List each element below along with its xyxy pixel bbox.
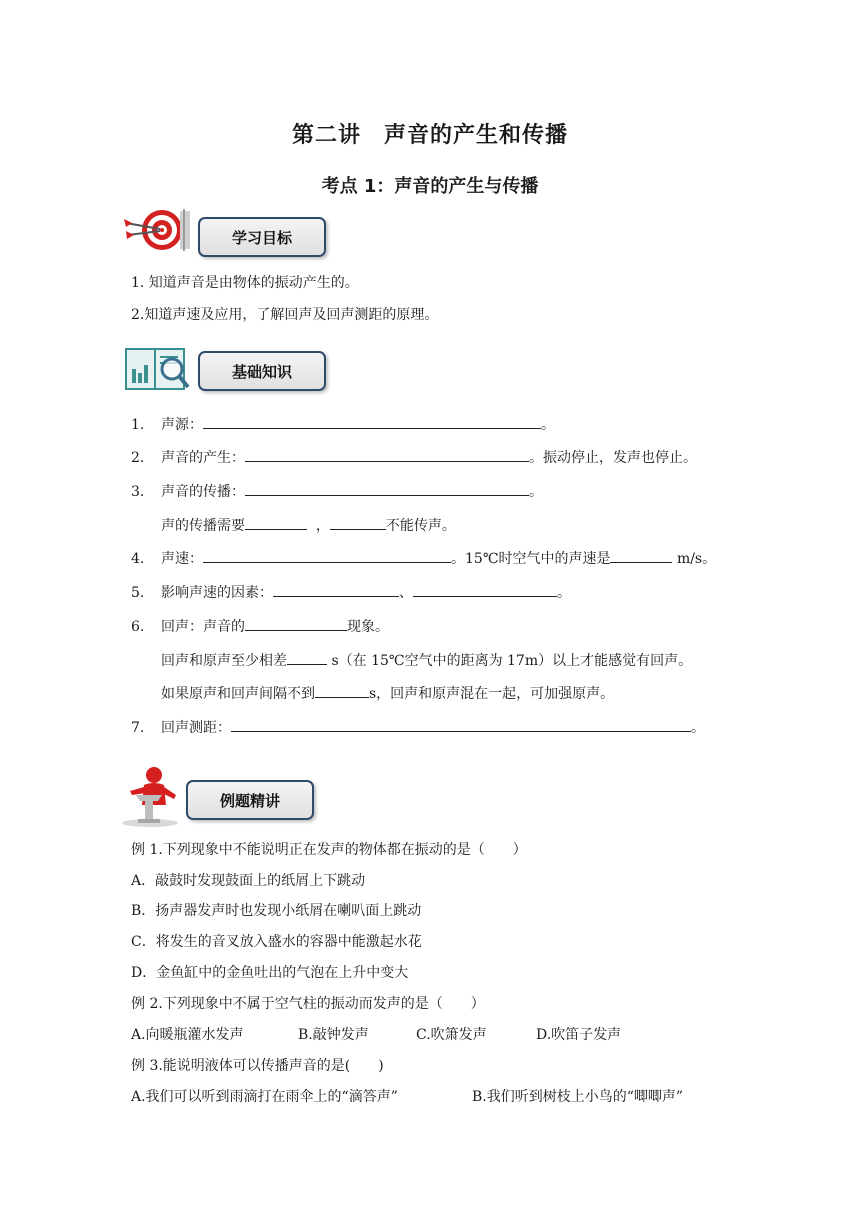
example-1-option-b: B．扬声器发声时也发现小纸屑在喇叭面上跳动	[131, 903, 422, 919]
example-1-option-c: C．将发生的音叉放入盛水的容器中能激起水花	[131, 934, 422, 950]
book-magnifier-icon	[124, 343, 192, 393]
example-2-question: 例 2.下列现象中不属于空气柱的振动而发声的是（ ）	[131, 996, 485, 1012]
example-1-option-d: D．金鱼缸中的金鱼吐出的气泡在上升中变大	[131, 965, 409, 981]
example-2-option-d: D.吹笛子发声	[536, 1027, 622, 1043]
example-3-option-a: A.我们可以听到雨滴打在雨伞上的“滴答声”	[131, 1089, 398, 1105]
page-subtitle: 考点 1：声音的产生与传播	[321, 176, 539, 197]
fill-blank[interactable]	[245, 445, 529, 462]
basics-item-7: 7. 回声测距： 。	[131, 715, 705, 738]
fill-blank[interactable]	[273, 580, 399, 597]
example-3-option-b: B.我们听到树枝上小鸟的“唧唧声”	[472, 1089, 684, 1105]
fill-blank[interactable]	[245, 513, 307, 530]
basics-item-1: 1. 声源： 。	[131, 412, 555, 435]
fill-blank[interactable]	[413, 580, 557, 597]
fill-blank[interactable]	[203, 546, 451, 563]
basics-item-3b: 声的传播需要 ， 不能传声。	[161, 513, 456, 536]
basics-item-3: 3. 声音的传播： 。	[131, 479, 543, 502]
basics-item-6c: 如果原声和回声间隔不到 s，回声和原声混在一起，可加强原声。	[161, 681, 614, 704]
section-basics-header: 基础知识	[198, 351, 326, 391]
basics-item-4: 4. 声速： 。15℃时空气中的声速是 m/s。	[131, 546, 716, 569]
speaker-podium-icon	[118, 765, 184, 827]
fill-blank[interactable]	[245, 614, 347, 631]
target-icon	[122, 205, 194, 255]
section-examples-header: 例题精讲	[186, 780, 314, 820]
goal-item: 1. 知道声音是由物体的振动产生的。	[131, 275, 359, 291]
example-3-question: 例 3.能说明液体可以传播声音的是( )	[131, 1058, 384, 1074]
basics-item-6b: 回声和原声至少相差 s（在 15℃空气中的距离为 17m）以上才能感觉有回声。	[161, 648, 692, 671]
fill-blank[interactable]	[330, 513, 386, 530]
fill-blank[interactable]	[610, 546, 672, 563]
fill-blank[interactable]	[287, 648, 327, 665]
example-2-option-b: B.敲钟发声	[298, 1027, 369, 1043]
fill-blank[interactable]	[203, 412, 541, 429]
section-goals-header: 学习目标	[198, 217, 326, 257]
page-title: 第二讲 声音的产生和传播	[291, 123, 568, 148]
basics-item-5: 5. 影响声速的因素： 、 。	[131, 580, 571, 603]
fill-blank[interactable]	[315, 681, 369, 698]
fill-blank[interactable]	[245, 479, 529, 496]
fill-blank[interactable]	[231, 715, 691, 732]
example-1-question: 例 1.下列现象中不能说明正在发声的物体都在振动的是（ ）	[131, 842, 527, 858]
example-2-option-c: C.吹箫发声	[416, 1027, 487, 1043]
goal-item: 2.知道声速及应用，了解回声及回声测距的原理。	[131, 307, 439, 323]
example-2-option-a: A.向暖瓶灌水发声	[131, 1027, 244, 1043]
basics-item-6: 6. 回声：声音的 现象。	[131, 614, 389, 637]
example-1-option-a: A．敲鼓时发现鼓面上的纸屑上下跳动	[131, 873, 366, 889]
basics-item-2: 2. 声音的产生： 。振动停止，发声也停止。	[131, 445, 697, 468]
